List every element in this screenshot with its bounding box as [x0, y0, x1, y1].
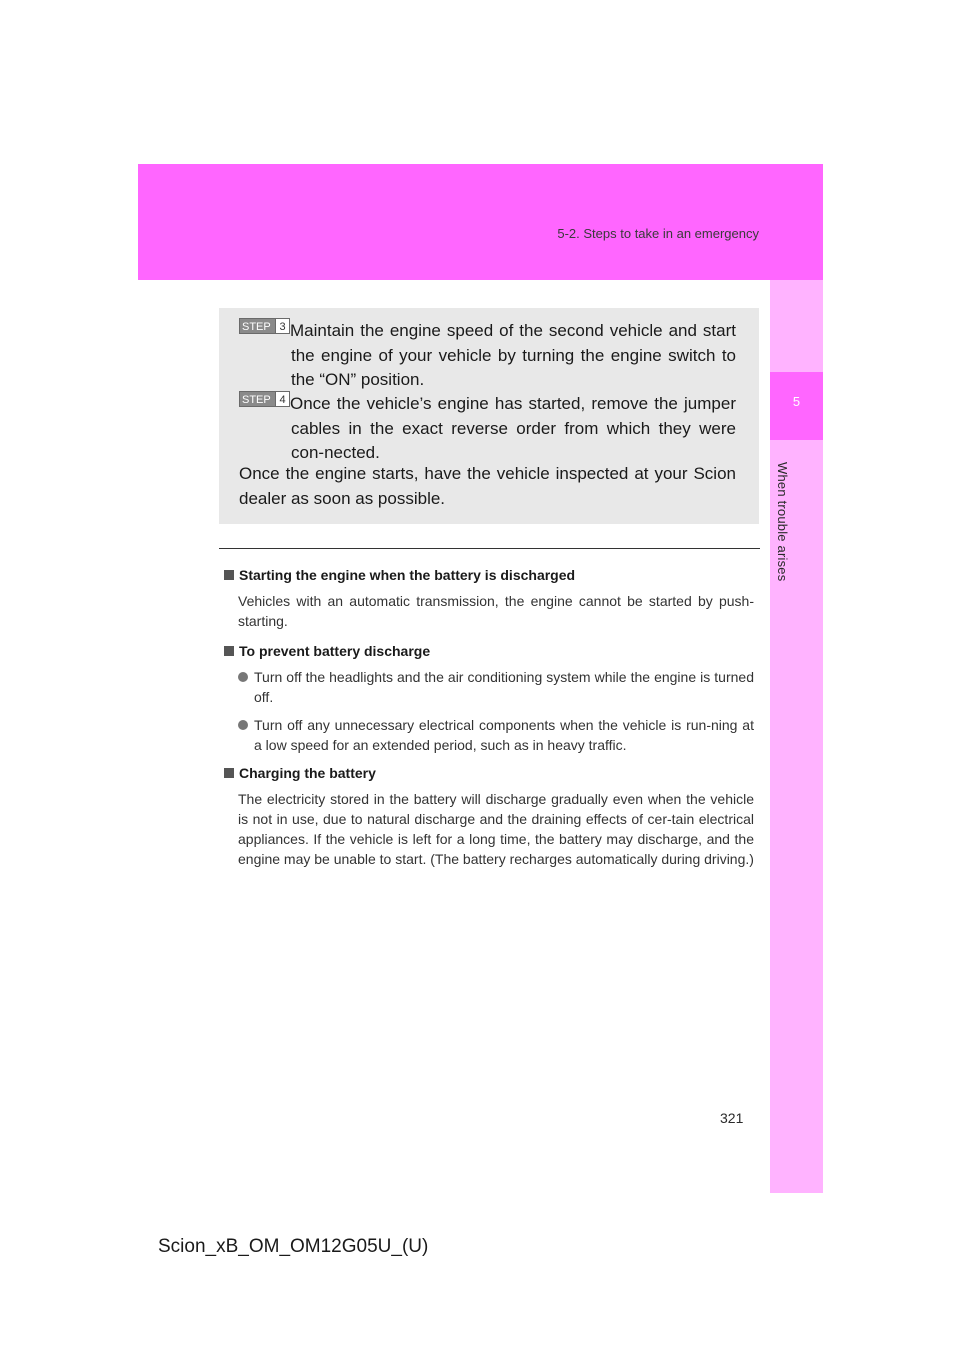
page-number: 321: [720, 1110, 744, 1126]
chapter-number: 5: [792, 394, 801, 409]
steps-box: [219, 308, 759, 524]
chapter-title: When trouble arises: [775, 462, 790, 582]
list-item: Turn off the headlights and the air conditioning system while the engine is turned off.: [238, 667, 754, 707]
circle-bullet-icon: [238, 720, 248, 730]
section-heading: Starting the engine when the battery is discharged: [224, 565, 754, 585]
chapter-side-tab: [770, 280, 823, 1193]
step-text: Once the vehicle’s engine has started, remove the jumper cables in the exact reverse order from which they were con-nected.: [290, 394, 736, 462]
list-item: Turn off any unnecessary electrical components when the vehicle is run-ning at a low speed for an extended period, such as in heavy traffic.: [238, 715, 754, 755]
chapter-number-box: [770, 372, 823, 440]
section-heading: Charging the battery: [224, 763, 754, 783]
step-text: Maintain the engine speed of the second vehicle and start the engine of your vehicle by turning the engine switch to the “ON” position.: [290, 321, 736, 389]
square-bullet-icon: [224, 570, 234, 580]
square-bullet-icon: [224, 646, 234, 656]
section-paragraph: The electricity stored in the battery will discharge gradually even when the vehicle is not in use, due to natural discharge and the draining effects of cer-tain electrical appliances. If the vehicle is left for a long time, the battery may discharge, and the engine may be unable to start. (The battery recharges automatically during driving.): [238, 791, 754, 867]
step-badge: STEP 4: [239, 391, 290, 407]
section-paragraph: Vehicles with an automatic transmission, the engine cannot be started by push-starting.: [238, 593, 754, 629]
circle-bullet-icon: [238, 672, 248, 682]
section-heading: To prevent battery discharge: [224, 641, 754, 661]
square-bullet-icon: [224, 768, 234, 778]
steps-note: Once the engine starts, have the vehicle inspected at your Scion dealer as soon as possible.: [239, 464, 736, 508]
section-divider: [219, 548, 760, 549]
step-3: [239, 318, 736, 393]
header-band: [138, 164, 823, 280]
step-4: [239, 391, 736, 466]
notes-content: [224, 565, 754, 879]
footer-code: Scion_xB_OM_OM12G05U_(U): [158, 1236, 429, 1257]
section-title: 5-2. Steps to take in an emergency: [557, 226, 759, 241]
step-badge: STEP 3: [239, 318, 290, 334]
